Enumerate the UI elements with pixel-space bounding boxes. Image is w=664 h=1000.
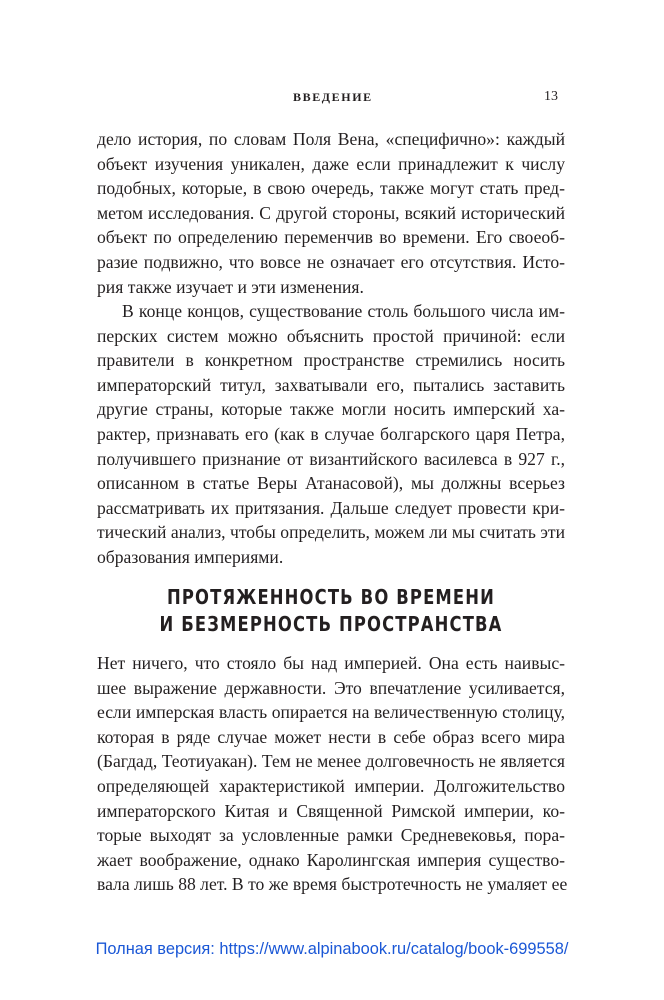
text-line: которая в ряде случае может нести в себе образ всего мира <box>97 726 565 747</box>
text-line: объект изучения уникален, даже если принадлежит к числу <box>97 153 565 174</box>
paragraph-1 <box>97 127 565 299</box>
text-line: вала лишь 88 лет. В то же время быстротечность не умаляет ее <box>97 874 568 895</box>
text-line: разие подвижно, что вовсе не означает его отсутствия. Исто- <box>97 251 565 272</box>
text-line: рассматривать их притязания. Дальше следует провести кри- <box>97 497 565 518</box>
text-line: императорский титул, захватывали его, пытались заставить <box>97 374 565 395</box>
paragraph-2 <box>97 299 565 570</box>
text-line: рия также изучает и эти изменения. <box>97 276 364 297</box>
text-line: В конце концов, существование столь большого числа им- <box>122 301 565 321</box>
text-line: рактер, признавать его (как в случае болгарского царя Петра, <box>97 423 565 444</box>
text-line: жает воображение, однако Каролингская империя существо- <box>97 849 565 870</box>
paragraph-3 <box>97 651 568 897</box>
text-line: определяющей характеристикой империи. Долгожительство <box>97 775 565 796</box>
text-line: тический анализ, чтобы определить, можем ли мы считать эти <box>97 522 565 543</box>
text-line: если имперская власть опирается на величественную столицу, <box>97 702 565 723</box>
text-line: императорского Китая и Священной Римской империи, ко- <box>97 800 565 821</box>
text-line: торые выходят за условленные рамки Средневековья, пора- <box>97 825 565 846</box>
text-line: описанном в статье Веры Атанасовой), мы должны всерьез <box>97 473 565 494</box>
text-line: перских систем можно объяснить простой причиной: если <box>97 325 565 346</box>
text-line: получившего признание от византийского василевса в 927 г., <box>97 448 565 469</box>
section-heading-line-1: ПРОТЯЖЕННОСТЬ ВО ВРЕМЕНИ <box>166 585 495 609</box>
text-line: другие страны, которые также могли носить имперский ха- <box>97 399 565 420</box>
text-line: образования империями. <box>97 546 284 567</box>
text-line: метом исследования. С другой стороны, всякий исторический <box>97 202 565 223</box>
section-heading <box>97 584 565 638</box>
page-number: 13 <box>544 89 558 104</box>
text-line: (Багдад, Теотиуакан). Тем не менее долговечность не является <box>97 751 565 772</box>
text-line: правители в конкретном пространстве стремились носить <box>97 350 565 371</box>
text-line: объект по определению переменчив во времени. Его своеоб- <box>97 227 565 248</box>
text-line: шее выражение державности. Это впечатление усиливается, <box>97 677 565 698</box>
text-line: подобных, которые, в свою очередь, также могут стать пред- <box>97 178 565 199</box>
text-line: Нет ничего, что стояло бы над империей. Она есть наивыс- <box>97 653 565 673</box>
section-heading-line-2: И БЕЗМЕРНОСТЬ ПРОСТРАНСТВА <box>159 612 503 636</box>
full-version-link[interactable]: Полная версия: https://www.alpinabook.ru/catalog/book-699558/ <box>95 940 569 958</box>
text-line: дело история, по словам Поля Вена, «специфично»: каждый <box>97 129 565 149</box>
running-head-title: ВВЕДЕНИЕ <box>293 90 373 104</box>
